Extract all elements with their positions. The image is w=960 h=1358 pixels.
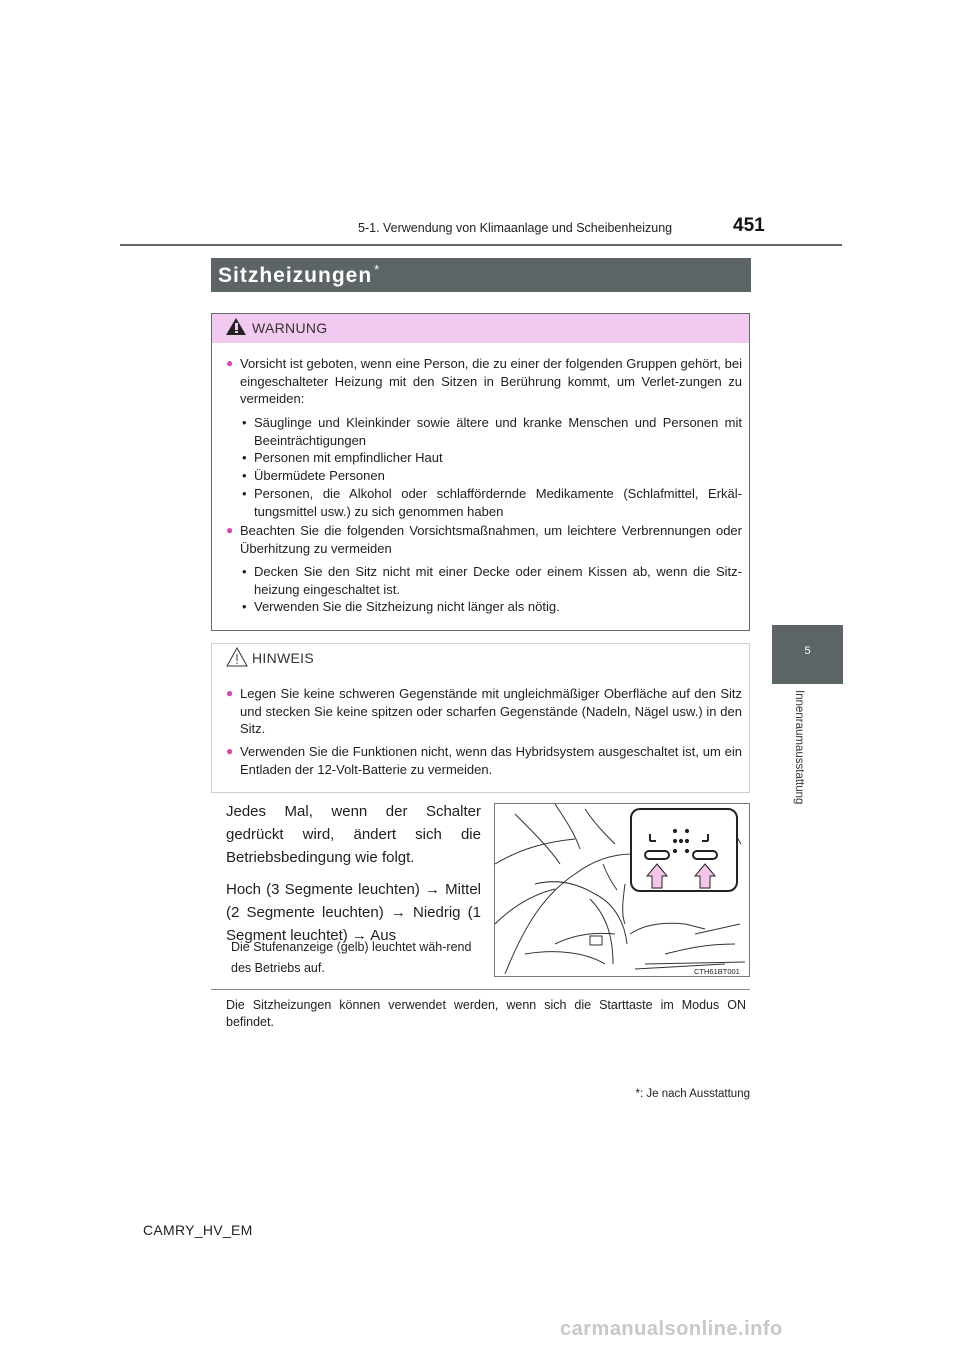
usage-note: Die Sitzheizungen können verwendet werden, wenn sich die Starttaste im Modus ON befindet. bbox=[226, 998, 746, 1029]
hint-item-text: Verwenden Sie die Funktionen nicht, wenn das Hybridsystem ausgeschaltet ist, um ein Entladen der 12-Volt-Batterie zu vermeiden. bbox=[240, 744, 742, 777]
footnote-marker: * bbox=[635, 1088, 641, 1100]
subbullet: • bbox=[242, 415, 247, 430]
chapter-tab-label: Innenraumausstattung bbox=[793, 690, 805, 805]
warning-subitem-text: Decken Sie den Sitz nicht mit einer Decke oder einem Kissen ab, wenn die Sitz-heizung eingeschaltet ist. bbox=[254, 564, 742, 597]
body-rule bbox=[211, 989, 750, 990]
chapter-title: 5-1. Verwendung von Klimaanlage und Scheibenheizung bbox=[358, 221, 673, 235]
subbullet: • bbox=[242, 599, 247, 614]
header-rule bbox=[120, 244, 842, 246]
warning-title: WARNUNG bbox=[252, 320, 328, 336]
subbullet: • bbox=[242, 486, 247, 501]
page-number: 451 bbox=[733, 215, 765, 236]
warning-item-text: Beachten Sie die folgenden Vorsichtsmaßnahmen, um leichtere Verbrennungen oder Überhitzung zu vermeiden bbox=[240, 523, 742, 556]
section-title-marker: * bbox=[374, 262, 381, 277]
bullet-icon: ● bbox=[226, 686, 234, 700]
section-title bbox=[218, 262, 380, 288]
body-paragraph: Jedes Mal, wenn der Schalter gedrückt wird, ändert sich die Betriebsbedingung wie folgt. bbox=[226, 803, 481, 866]
warning-subitem-text: Personen, die Alkohol oder schlaffördernde Medikamente (Schlafmittel, Erkäl-tungsmittel usw.) zu sich genommen haben bbox=[254, 486, 742, 519]
body-paragraph: Hoch (3 Segmente leuchten) → Mittel (2 Segmente leuchten) → Niedrig (1 Segment leuchtet) → Aus bbox=[226, 881, 481, 944]
footnote bbox=[620, 1088, 750, 1100]
bullet-icon: ● bbox=[226, 744, 234, 758]
seat-heater-illustration bbox=[494, 803, 750, 977]
console-drawing bbox=[495, 804, 750, 977]
chapter-tab-number: 5 bbox=[804, 645, 811, 657]
hint-item-text: Legen Sie keine schweren Gegenstände mit ungleichmäßiger Oberfläche auf den Sitz und stecken Sie keine spitzen oder scharfen Gegenstände (Nadeln, Nägel usw.) in den Sitz. bbox=[240, 686, 742, 736]
subbullet: • bbox=[242, 450, 247, 465]
hint-title: HINWEIS bbox=[252, 650, 314, 666]
chapter-tab-label-wrap bbox=[793, 690, 805, 830]
bullet-icon: ● bbox=[226, 523, 234, 537]
warning-item-text: Vorsicht ist geboten, wenn eine Person, die zu einer der folgenden Gruppen gehört, bei eingeschalteter Heizung mit den Sitzen in Berührung kommt, um Verlet-zungen zu vermeiden: bbox=[240, 356, 742, 406]
warning-subitem-text: Säuglinge und Kleinkinder sowie ältere und kranke Menschen und Personen mit Beeinträchtigungen bbox=[254, 415, 742, 448]
warning-subitem-text: Übermüdete Personen bbox=[254, 468, 385, 483]
body-text bbox=[226, 800, 481, 956]
model-code: CAMRY_HV_EM bbox=[143, 1222, 253, 1238]
hint-icon bbox=[226, 647, 248, 672]
warning-item bbox=[226, 355, 742, 408]
warning-icon bbox=[226, 318, 246, 335]
warning-subitem-text: Personen mit empfindlicher Haut bbox=[254, 450, 443, 465]
subbullet: • bbox=[242, 468, 247, 483]
section-title-text: Sitzheizungen bbox=[218, 264, 373, 287]
warning-subitem-text: Verwenden Sie die Sitzheizung nicht länger als nötig. bbox=[254, 599, 560, 614]
illustration-code: CTH61BT001 bbox=[694, 967, 740, 976]
subbullet: • bbox=[242, 564, 247, 579]
watermark: carmanualsonline.info bbox=[560, 1318, 783, 1340]
footnote-text: : Je nach Ausstattung bbox=[640, 1088, 750, 1100]
indicator-note: Die Stufenanzeige (gelb) leuchtet wäh-rend des Betriebs auf. bbox=[231, 940, 472, 975]
bullet-icon: ● bbox=[226, 356, 234, 370]
